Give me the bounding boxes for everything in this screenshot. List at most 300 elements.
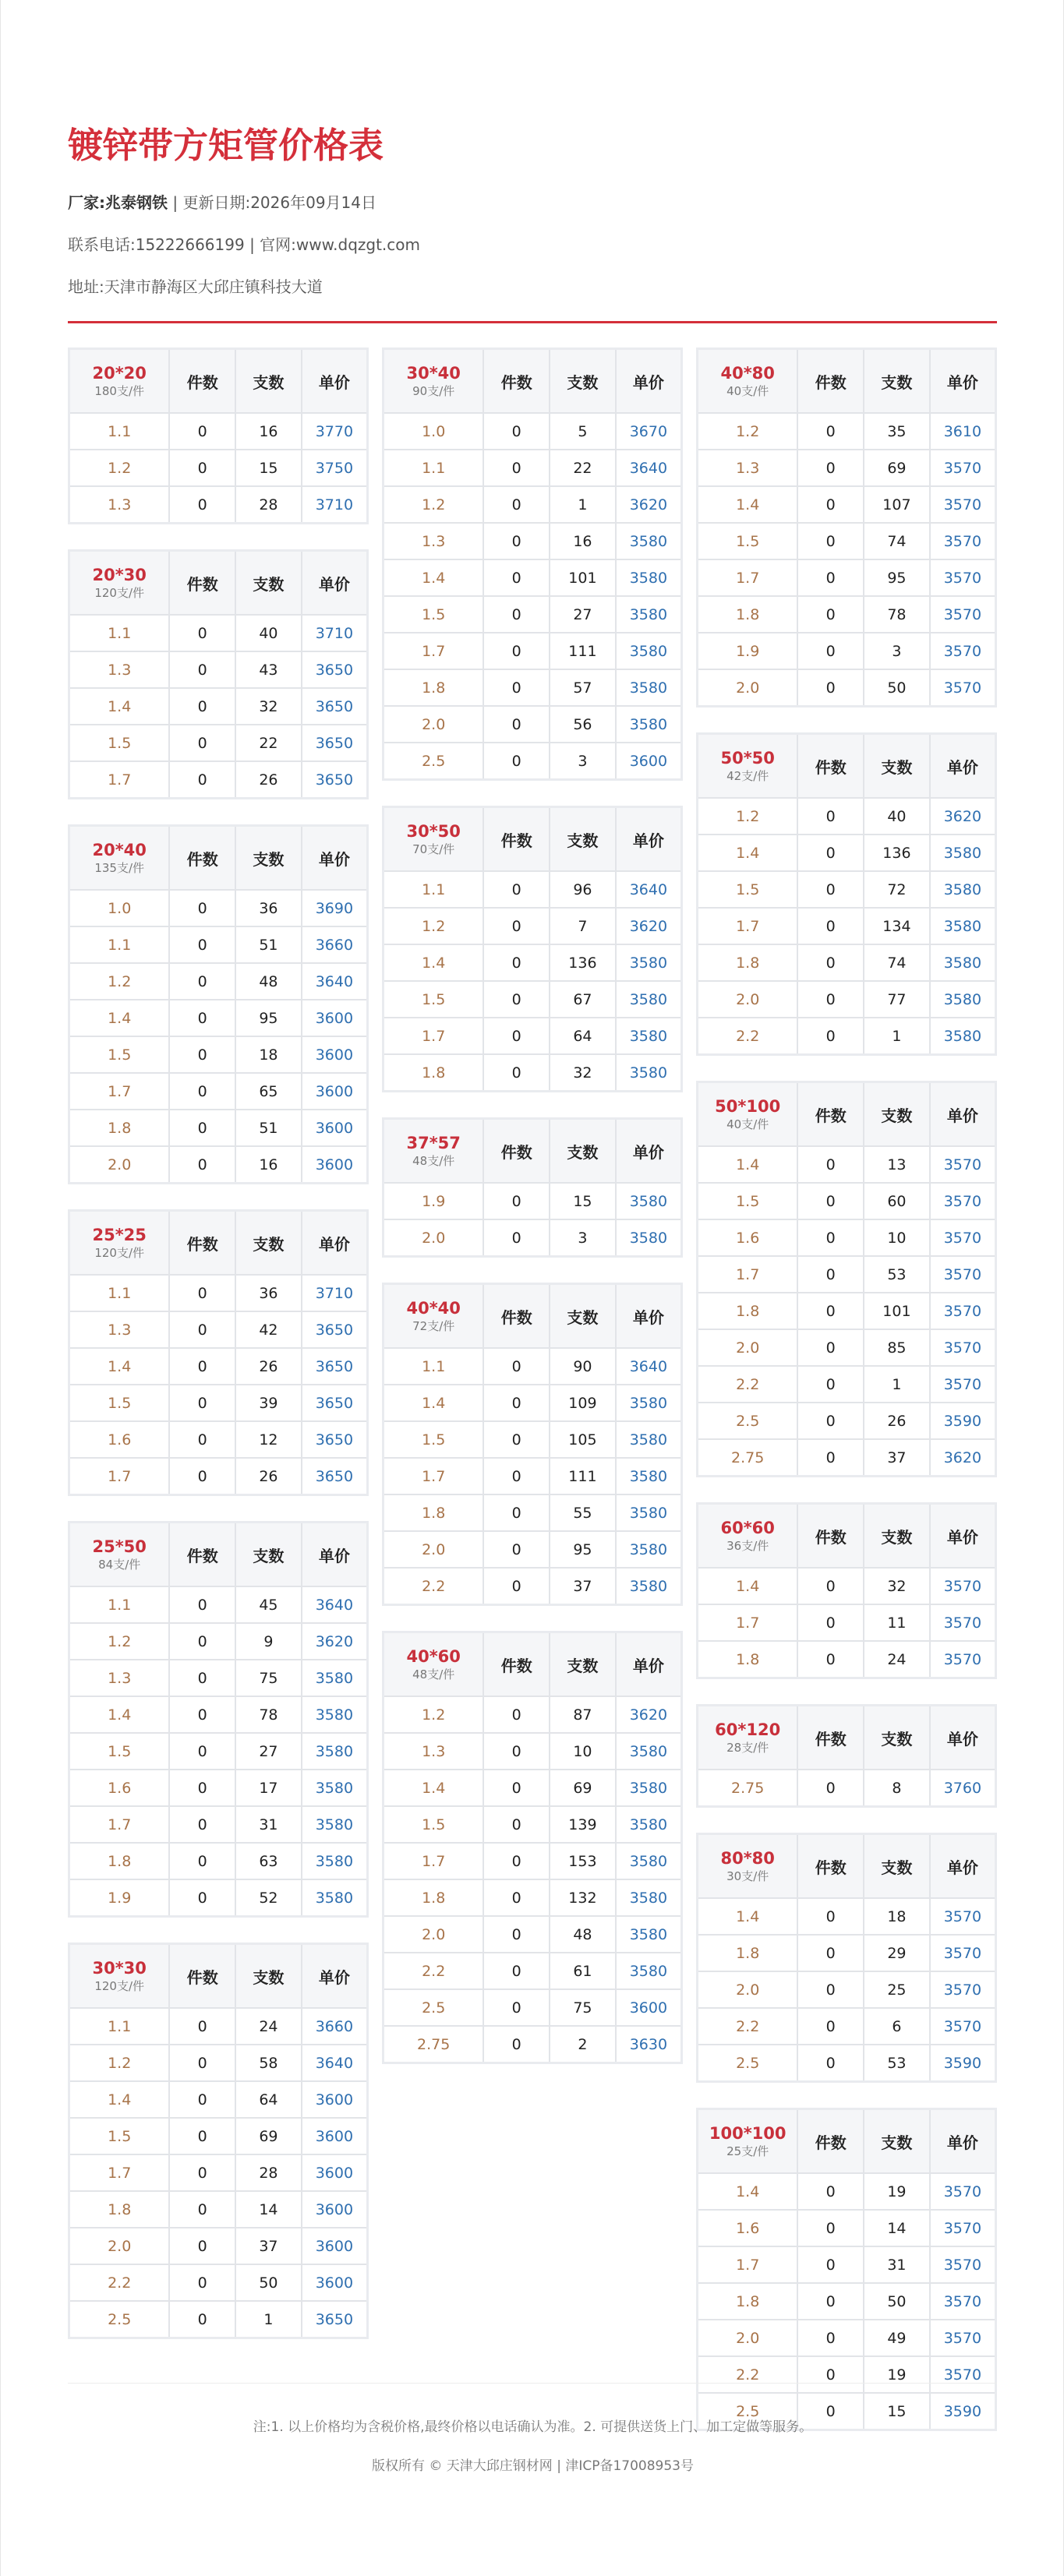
price-cell: 3600 xyxy=(616,1989,682,2026)
count-cell: 17 xyxy=(235,1770,302,1806)
header-divider xyxy=(68,321,997,323)
count-header: 支数 xyxy=(864,349,930,414)
pieces-cell: 0 xyxy=(483,944,550,981)
price-header: 单价 xyxy=(616,1632,682,1697)
pieces-cell: 0 xyxy=(483,1531,550,1568)
thickness-cell: 2.0 xyxy=(698,981,798,1018)
pieces-cell: 0 xyxy=(483,413,550,450)
pieces-cell: 0 xyxy=(797,2393,864,2430)
table-row xyxy=(698,1293,996,1329)
price-cell: 3570 xyxy=(930,1898,996,1935)
table-row xyxy=(69,1421,368,1458)
price-header: 单价 xyxy=(930,734,996,799)
count-cell: 15 xyxy=(550,1183,616,1219)
pieces-cell: 0 xyxy=(797,1219,864,1256)
count-cell: 77 xyxy=(864,981,930,1018)
pieces-cell: 0 xyxy=(483,559,550,596)
price-cell: 3580 xyxy=(616,1531,682,1568)
thickness-cell: 1.2 xyxy=(384,908,484,944)
spec-name: 60*120 xyxy=(715,1720,781,1739)
table-header-row xyxy=(69,349,368,414)
price-cell: 3600 xyxy=(302,1000,368,1036)
table-row xyxy=(69,688,368,725)
table-row xyxy=(69,1623,368,1660)
table-row xyxy=(69,2081,368,2118)
price-header: 单价 xyxy=(616,349,682,414)
pieces-cell: 0 xyxy=(797,1018,864,1055)
price-table xyxy=(68,549,369,799)
pieces-cell: 0 xyxy=(169,725,235,761)
count-cell: 48 xyxy=(550,1916,616,1953)
pieces-cell: 0 xyxy=(169,688,235,725)
pieces-cell: 0 xyxy=(797,1935,864,1971)
count-cell: 139 xyxy=(550,1806,616,1843)
thickness-cell: 1.7 xyxy=(69,761,170,799)
pieces-cell: 0 xyxy=(483,908,550,944)
table-row xyxy=(384,1953,682,1989)
table-row xyxy=(698,2210,996,2246)
price-cell: 3570 xyxy=(930,523,996,559)
table-row xyxy=(384,981,682,1018)
table-row xyxy=(69,1348,368,1385)
price-cell: 3590 xyxy=(930,2393,996,2430)
table-row xyxy=(69,926,368,963)
pieces-cell: 0 xyxy=(169,486,235,524)
price-cell: 3570 xyxy=(930,2246,996,2283)
thickness-cell: 1.5 xyxy=(384,1421,484,1458)
price-cell: 3590 xyxy=(930,1403,996,1439)
thickness-cell: 1.1 xyxy=(69,926,170,963)
pieces-cell: 0 xyxy=(797,559,864,596)
pieces-cell: 0 xyxy=(483,669,550,706)
count-cell: 32 xyxy=(550,1054,616,1092)
price-cell: 3640 xyxy=(302,2045,368,2081)
table-row xyxy=(698,1935,996,1971)
pieces-cell: 0 xyxy=(169,926,235,963)
count-cell: 132 xyxy=(550,1879,616,1916)
price-table xyxy=(382,1631,683,2064)
count-cell: 12 xyxy=(235,1421,302,1458)
price-cell: 3580 xyxy=(616,1770,682,1806)
thickness-cell: 1.4 xyxy=(698,1568,798,1604)
count-cell: 28 xyxy=(235,2154,302,2191)
price-table xyxy=(382,348,683,781)
count-header: 支数 xyxy=(235,826,302,891)
pieces-cell: 0 xyxy=(797,1898,864,1935)
count-cell: 25 xyxy=(864,1971,930,2008)
count-cell: 136 xyxy=(550,944,616,981)
count-cell: 40 xyxy=(864,798,930,835)
pieces-cell: 0 xyxy=(169,2118,235,2154)
table-row xyxy=(384,1843,682,1879)
count-cell: 1 xyxy=(864,1018,930,1055)
price-cell: 3580 xyxy=(616,1843,682,1879)
thickness-cell: 2.5 xyxy=(384,1989,484,2026)
count-cell: 153 xyxy=(550,1843,616,1879)
thickness-cell: 2.5 xyxy=(698,2045,798,2082)
thickness-cell: 1.5 xyxy=(69,1733,170,1770)
thickness-cell: 1.7 xyxy=(384,1843,484,1879)
thickness-cell: 1.5 xyxy=(69,725,170,761)
price-table xyxy=(696,1833,997,2083)
table-header-row xyxy=(698,349,996,414)
thickness-cell: 1.1 xyxy=(69,2008,170,2045)
table-row xyxy=(698,1568,996,1604)
price-cell: 3640 xyxy=(616,871,682,908)
thickness-cell: 1.3 xyxy=(69,651,170,688)
price-header: 单价 xyxy=(930,2109,996,2174)
table-header-row xyxy=(69,1944,368,2009)
spec-per-bundle: 135支/件 xyxy=(94,861,145,875)
spec-name: 50*50 xyxy=(720,749,775,768)
table-row xyxy=(698,1641,996,1678)
thickness-cell: 1.7 xyxy=(384,1458,484,1494)
count-cell: 11 xyxy=(864,1604,930,1641)
spec-header xyxy=(384,1119,484,1184)
spec-per-bundle: 90支/件 xyxy=(412,384,455,398)
count-header: 支数 xyxy=(864,1834,930,1899)
count-cell: 37 xyxy=(550,1568,616,1605)
contact-line: 联系电话:15222666199 | 官网:www.dqzgt.com xyxy=(68,235,420,254)
table-row xyxy=(69,1073,368,1110)
thickness-cell: 1.5 xyxy=(69,1036,170,1073)
price-cell: 3650 xyxy=(302,651,368,688)
table-row xyxy=(698,1183,996,1219)
price-cell: 3580 xyxy=(616,1183,682,1219)
count-cell: 49 xyxy=(864,2320,930,2356)
count-header: 支数 xyxy=(235,1211,302,1276)
table-row xyxy=(698,633,996,669)
pieces-cell: 0 xyxy=(169,1696,235,1733)
count-header: 支数 xyxy=(550,1632,616,1697)
price-header: 单价 xyxy=(616,1119,682,1184)
pieces-header: 件数 xyxy=(797,1834,864,1899)
pieces-header: 件数 xyxy=(797,1706,864,1770)
table-header-row xyxy=(69,1523,368,1587)
pieces-cell: 0 xyxy=(169,2301,235,2338)
thickness-cell: 2.0 xyxy=(384,1219,484,1257)
pieces-header: 件数 xyxy=(169,1523,235,1587)
thickness-cell: 1.8 xyxy=(698,1935,798,1971)
table-header-row xyxy=(69,826,368,891)
count-cell: 51 xyxy=(235,1110,302,1146)
pieces-cell: 0 xyxy=(797,486,864,523)
pieces-cell: 0 xyxy=(483,1770,550,1806)
thickness-cell: 1.3 xyxy=(69,486,170,524)
pieces-header: 件数 xyxy=(797,2109,864,2174)
table-header-row xyxy=(698,734,996,799)
thickness-cell: 1.6 xyxy=(69,1421,170,1458)
table-row xyxy=(698,1146,996,1183)
thickness-cell: 1.5 xyxy=(698,871,798,908)
spec-name: 25*50 xyxy=(92,1537,147,1556)
price-header: 单价 xyxy=(930,1834,996,1899)
table-row xyxy=(69,2118,368,2154)
price-cell: 3580 xyxy=(616,559,682,596)
thickness-cell: 1.3 xyxy=(69,1311,170,1348)
pieces-header: 件数 xyxy=(797,349,864,414)
pieces-cell: 0 xyxy=(169,1311,235,1348)
page-header xyxy=(68,122,997,296)
count-cell: 95 xyxy=(550,1531,616,1568)
count-cell: 107 xyxy=(864,486,930,523)
table-row xyxy=(384,1219,682,1257)
count-cell: 31 xyxy=(235,1806,302,1843)
table-row xyxy=(69,761,368,799)
page-title: 镀锌带方矩管价格表 xyxy=(68,125,384,166)
price-cell: 3600 xyxy=(302,1036,368,1073)
count-cell: 1 xyxy=(864,1366,930,1403)
count-cell: 22 xyxy=(550,450,616,486)
pieces-cell: 0 xyxy=(169,1348,235,1385)
table-row xyxy=(698,2246,996,2283)
price-cell: 3570 xyxy=(930,2283,996,2320)
price-cell: 3610 xyxy=(930,413,996,450)
count-cell: 26 xyxy=(235,1458,302,1495)
pieces-cell: 0 xyxy=(797,1293,864,1329)
count-cell: 40 xyxy=(235,615,302,651)
count-cell: 24 xyxy=(864,1641,930,1678)
count-cell: 15 xyxy=(235,450,302,486)
price-cell: 3640 xyxy=(616,450,682,486)
thickness-cell: 2.5 xyxy=(698,2393,798,2430)
count-cell: 28 xyxy=(235,486,302,524)
price-cell: 3580 xyxy=(930,871,996,908)
thickness-cell: 1.4 xyxy=(69,2081,170,2118)
pieces-cell: 0 xyxy=(797,2008,864,2045)
table-row xyxy=(69,2045,368,2081)
count-cell: 64 xyxy=(235,2081,302,2118)
price-cell: 3580 xyxy=(302,1733,368,1770)
price-table xyxy=(382,806,683,1092)
price-header: 单价 xyxy=(930,1706,996,1770)
count-cell: 64 xyxy=(550,1018,616,1054)
thickness-cell: 2.75 xyxy=(384,2026,484,2063)
price-cell: 3580 xyxy=(930,981,996,1018)
table-row xyxy=(384,523,682,559)
table-header-row xyxy=(698,1706,996,1770)
table-row xyxy=(698,835,996,871)
thickness-cell: 1.2 xyxy=(69,2045,170,2081)
price-cell: 3570 xyxy=(930,559,996,596)
table-header-row xyxy=(69,1211,368,1276)
pieces-cell: 0 xyxy=(169,615,235,651)
table-row xyxy=(698,2045,996,2082)
count-header: 支数 xyxy=(235,551,302,616)
table-row xyxy=(698,486,996,523)
price-cell: 3580 xyxy=(302,1770,368,1806)
table-row xyxy=(698,1439,996,1477)
pieces-cell: 0 xyxy=(483,743,550,780)
price-header: 单价 xyxy=(302,1211,368,1276)
price-header: 单价 xyxy=(616,807,682,872)
pieces-cell: 0 xyxy=(797,1329,864,1366)
count-cell: 14 xyxy=(235,2191,302,2228)
price-cell: 3570 xyxy=(930,2356,996,2393)
count-cell: 53 xyxy=(864,1256,930,1293)
count-cell: 27 xyxy=(550,596,616,633)
price-cell: 3570 xyxy=(930,1971,996,2008)
thickness-cell: 1.7 xyxy=(698,908,798,944)
thickness-cell: 1.9 xyxy=(698,633,798,669)
table-row xyxy=(69,1275,368,1311)
pieces-cell: 0 xyxy=(797,1641,864,1678)
pieces-cell: 0 xyxy=(797,798,864,835)
thickness-cell: 1.4 xyxy=(384,1385,484,1421)
thickness-cell: 2.2 xyxy=(698,2356,798,2393)
thickness-cell: 1.1 xyxy=(69,615,170,651)
table-header-row xyxy=(698,1834,996,1899)
thickness-cell: 2.5 xyxy=(384,743,484,780)
spec-per-bundle: 84支/件 xyxy=(98,1558,141,1572)
table-row xyxy=(698,596,996,633)
count-cell: 51 xyxy=(235,926,302,963)
price-cell: 3600 xyxy=(302,2264,368,2301)
price-cell: 3690 xyxy=(302,890,368,926)
thickness-cell: 1.0 xyxy=(384,413,484,450)
thickness-cell: 2.0 xyxy=(698,669,798,707)
price-cell: 3630 xyxy=(616,2026,682,2063)
table-row xyxy=(384,1879,682,1916)
spec-name: 20*20 xyxy=(92,364,147,383)
spec-header xyxy=(69,1944,170,2009)
count-cell: 8 xyxy=(864,1770,930,1807)
spec-per-bundle: 70支/件 xyxy=(412,842,455,856)
pieces-cell: 0 xyxy=(169,2008,235,2045)
thickness-cell: 1.7 xyxy=(698,2246,798,2283)
price-cell: 3600 xyxy=(302,2154,368,2191)
thickness-cell: 2.2 xyxy=(384,1568,484,1605)
table-row xyxy=(384,1770,682,1806)
spec-per-bundle: 72支/件 xyxy=(412,1319,455,1333)
table-row xyxy=(384,1385,682,1421)
pieces-cell: 0 xyxy=(797,1770,864,1807)
table-row xyxy=(384,450,682,486)
thickness-cell: 1.5 xyxy=(69,2118,170,2154)
price-cell: 3590 xyxy=(930,2045,996,2082)
thickness-cell: 2.5 xyxy=(69,2301,170,2338)
count-cell: 75 xyxy=(235,1660,302,1696)
footer-note: 注:1. 以上价格均为含税价格,最终价格以电话确认为准。2. 可提供送货上门、加工定做等服务。 xyxy=(253,2419,813,2435)
table-header-row xyxy=(698,1504,996,1569)
count-header: 支数 xyxy=(235,1523,302,1587)
table-row xyxy=(69,615,368,651)
pieces-cell: 0 xyxy=(483,1696,550,1733)
count-header: 支数 xyxy=(864,1504,930,1569)
price-cell: 3770 xyxy=(302,413,368,450)
table-row xyxy=(698,1898,996,1935)
spec-name: 40*80 xyxy=(720,364,775,383)
pieces-cell: 0 xyxy=(169,2191,235,2228)
spec-name: 50*100 xyxy=(715,1097,781,1116)
table-header-row xyxy=(69,551,368,616)
spec-header xyxy=(698,1706,798,1770)
footer-copyright: 版权所有 © 天津大邱庄钢材网 | 津ICP备17008953号 xyxy=(371,2458,694,2474)
table-row xyxy=(384,559,682,596)
count-cell: 69 xyxy=(550,1770,616,1806)
table-row xyxy=(69,1843,368,1879)
count-cell: 42 xyxy=(235,1311,302,1348)
price-cell: 3600 xyxy=(302,2118,368,2154)
table-header-row xyxy=(384,1632,682,1697)
table-row xyxy=(69,1660,368,1696)
pieces-cell: 0 xyxy=(483,1219,550,1257)
price-table xyxy=(696,732,997,1056)
count-cell: 69 xyxy=(235,2118,302,2154)
pieces-cell: 0 xyxy=(169,1421,235,1458)
thickness-cell: 2.0 xyxy=(384,1916,484,1953)
thickness-cell: 2.0 xyxy=(69,1146,170,1184)
thickness-cell: 2.0 xyxy=(384,706,484,743)
count-cell: 56 xyxy=(550,706,616,743)
price-table xyxy=(68,824,369,1184)
price-cell: 3580 xyxy=(616,1018,682,1054)
table-row xyxy=(384,669,682,706)
spec-per-bundle: 48支/件 xyxy=(412,1154,455,1168)
price-cell: 3650 xyxy=(302,1458,368,1495)
count-cell: 72 xyxy=(864,871,930,908)
count-cell: 101 xyxy=(864,1293,930,1329)
pieces-header: 件数 xyxy=(169,1211,235,1276)
price-cell: 3580 xyxy=(302,1879,368,1917)
count-cell: 45 xyxy=(235,1586,302,1623)
pieces-cell: 0 xyxy=(797,2246,864,2283)
pieces-header: 件数 xyxy=(483,1284,550,1349)
pieces-cell: 0 xyxy=(797,1604,864,1641)
thickness-cell: 2.2 xyxy=(698,1018,798,1055)
table-row xyxy=(698,1604,996,1641)
thickness-cell: 1.7 xyxy=(698,1604,798,1641)
table-row xyxy=(698,2008,996,2045)
table-row xyxy=(698,944,996,981)
count-cell: 9 xyxy=(235,1623,302,1660)
thickness-cell: 1.2 xyxy=(698,798,798,835)
pieces-cell: 0 xyxy=(797,944,864,981)
count-cell: 27 xyxy=(235,1733,302,1770)
count-cell: 111 xyxy=(550,633,616,669)
price-cell: 3570 xyxy=(930,1293,996,1329)
spec-header xyxy=(384,1284,484,1349)
thickness-cell: 1.4 xyxy=(69,688,170,725)
price-cell: 3600 xyxy=(302,2081,368,2118)
spec-header xyxy=(69,1211,170,1276)
price-table xyxy=(696,1081,997,1477)
thickness-cell: 1.4 xyxy=(69,1696,170,1733)
thickness-cell: 1.2 xyxy=(384,486,484,523)
table-column-3 xyxy=(696,348,997,2456)
count-cell: 136 xyxy=(864,835,930,871)
count-cell: 48 xyxy=(235,963,302,1000)
table-row xyxy=(69,651,368,688)
count-header: 支数 xyxy=(864,1082,930,1147)
table-row xyxy=(69,1586,368,1623)
price-cell: 3570 xyxy=(930,2320,996,2356)
thickness-cell: 1.0 xyxy=(69,890,170,926)
spec-per-bundle: 40支/件 xyxy=(726,1117,769,1131)
spec-header xyxy=(698,349,798,414)
count-cell: 3 xyxy=(550,1219,616,1257)
spec-header xyxy=(69,826,170,891)
pieces-cell: 0 xyxy=(169,890,235,926)
count-header: 支数 xyxy=(550,807,616,872)
thickness-cell: 2.0 xyxy=(698,2320,798,2356)
thickness-cell: 1.4 xyxy=(69,1348,170,1385)
price-cell: 3570 xyxy=(930,596,996,633)
table-row xyxy=(384,2026,682,2063)
price-table xyxy=(696,1704,997,1808)
pieces-cell: 0 xyxy=(797,633,864,669)
spec-header xyxy=(698,1504,798,1569)
